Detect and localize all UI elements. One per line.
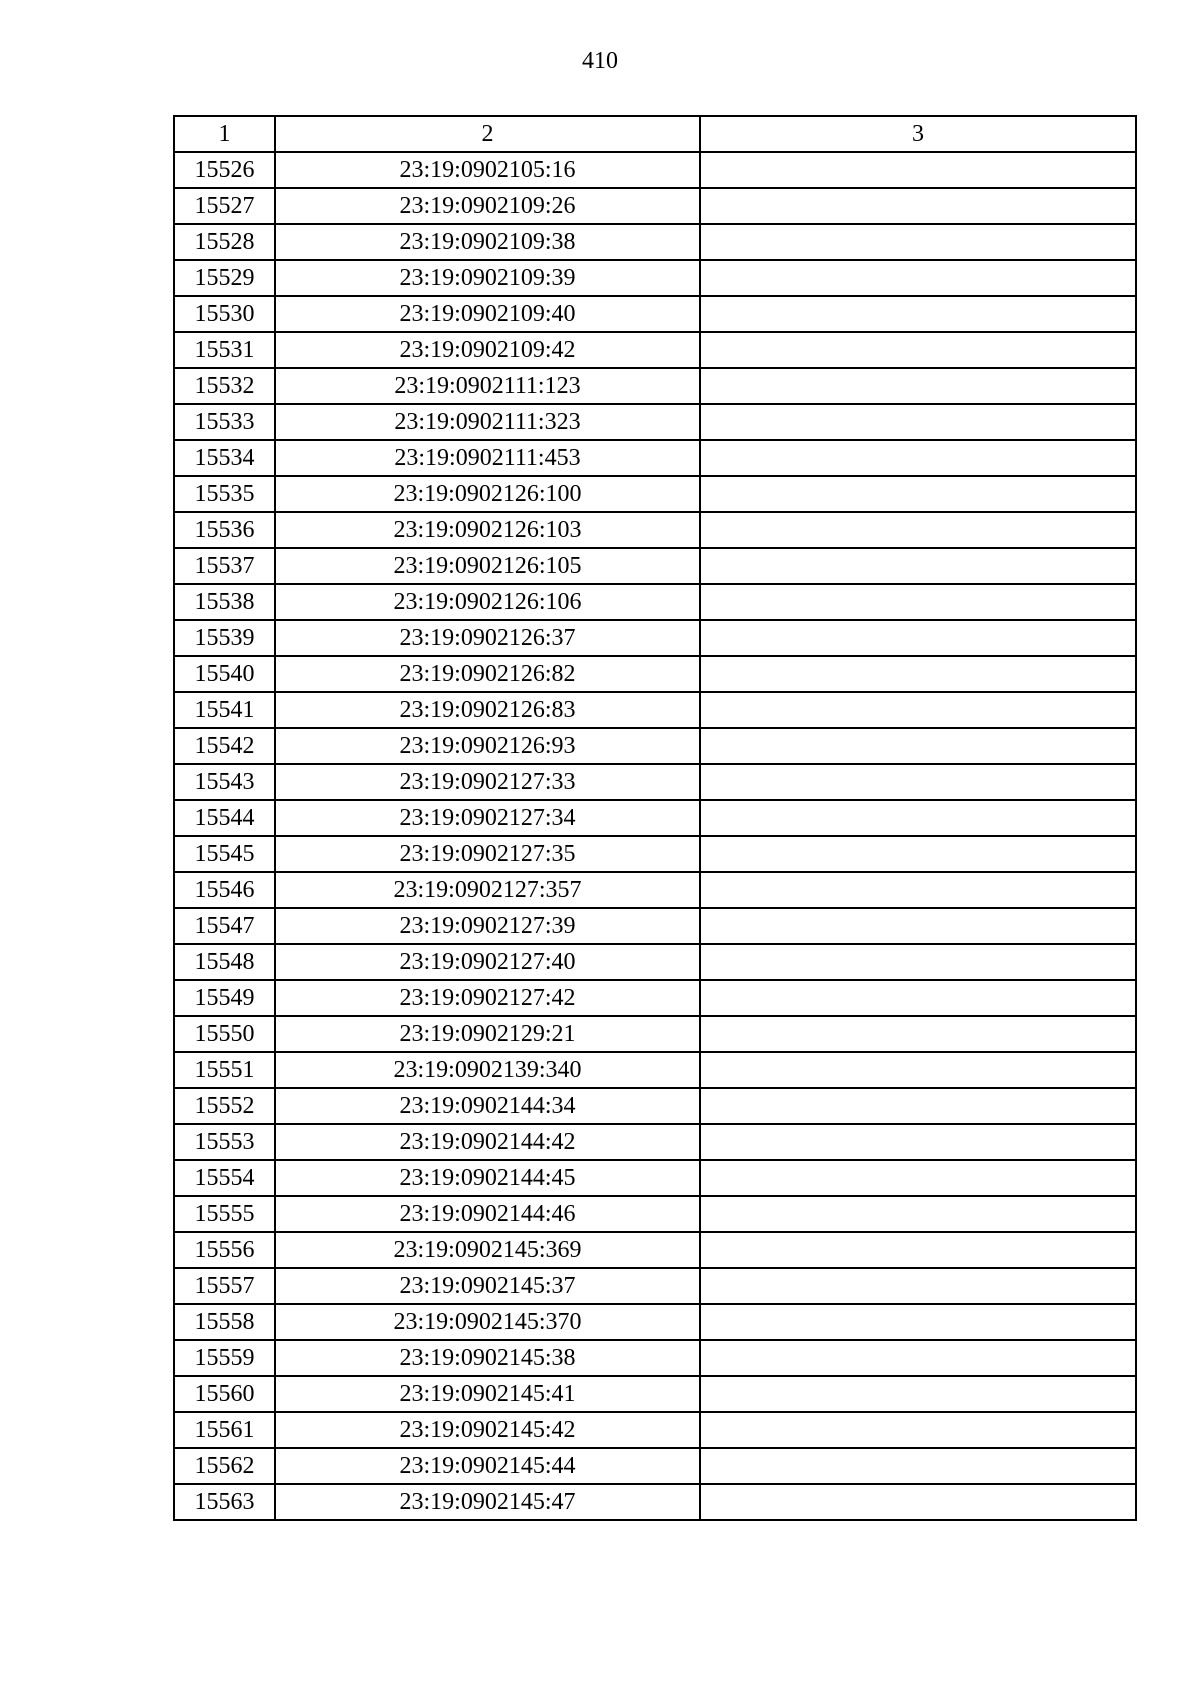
- note-cell: [700, 296, 1136, 332]
- table-row: [174, 440, 1136, 476]
- cadastral-number-cell: 23:19:0902111:453: [275, 440, 700, 476]
- note-cell: [700, 404, 1136, 440]
- row-number-cell: 15558: [174, 1304, 275, 1340]
- cadastral-number-cell: 23:19:0902126:105: [275, 548, 700, 584]
- table-row: [174, 764, 1136, 800]
- note-cell: [700, 1340, 1136, 1376]
- table-row: [174, 296, 1136, 332]
- table-row: [174, 152, 1136, 188]
- cadastral-number-cell: 23:19:0902109:39: [275, 260, 700, 296]
- row-number-cell: 15536: [174, 512, 275, 548]
- table-row: [174, 1052, 1136, 1088]
- cadastral-number-cell: 23:19:0902109:42: [275, 332, 700, 368]
- table-row: [174, 512, 1136, 548]
- row-number-cell: 15541: [174, 692, 275, 728]
- note-cell: [700, 764, 1136, 800]
- note-cell: [700, 908, 1136, 944]
- table-row: [174, 1448, 1136, 1484]
- note-cell: [700, 944, 1136, 980]
- table-row: [174, 1160, 1136, 1196]
- cadastral-number-cell: 23:19:0902145:370: [275, 1304, 700, 1340]
- note-cell: [700, 260, 1136, 296]
- row-number-cell: 15544: [174, 800, 275, 836]
- note-cell: [700, 872, 1136, 908]
- row-number-cell: 15539: [174, 620, 275, 656]
- row-number-cell: 15553: [174, 1124, 275, 1160]
- cadastral-number-cell: 23:19:0902145:37: [275, 1268, 700, 1304]
- table-row: [174, 944, 1136, 980]
- cadastral-number-cell: 23:19:0902139:340: [275, 1052, 700, 1088]
- table-row: [174, 980, 1136, 1016]
- note-cell: [700, 440, 1136, 476]
- cadastral-number-cell: 23:19:0902111:323: [275, 404, 700, 440]
- note-cell: [700, 188, 1136, 224]
- note-cell: [700, 836, 1136, 872]
- row-number-cell: 15563: [174, 1484, 275, 1520]
- note-cell: [700, 476, 1136, 512]
- note-cell: [700, 1232, 1136, 1268]
- table-row: [174, 584, 1136, 620]
- cadastral-number-cell: 23:19:0902126:37: [275, 620, 700, 656]
- cadastral-number-cell: 23:19:0902127:39: [275, 908, 700, 944]
- note-cell: [700, 512, 1136, 548]
- note-cell: [700, 152, 1136, 188]
- note-cell: [700, 1484, 1136, 1520]
- table-row: [174, 872, 1136, 908]
- table-row: [174, 620, 1136, 656]
- table-row: [174, 908, 1136, 944]
- table-row: [174, 476, 1136, 512]
- cadastral-number-cell: 23:19:0902145:42: [275, 1412, 700, 1448]
- cadastral-number-cell: 23:19:0902126:103: [275, 512, 700, 548]
- table-row: [174, 836, 1136, 872]
- cadastral-number-cell: 23:19:0902126:93: [275, 728, 700, 764]
- cadastral-number-cell: 23:19:0902144:34: [275, 1088, 700, 1124]
- table-row: [174, 1196, 1136, 1232]
- page-number: 410: [582, 48, 618, 74]
- note-cell: [700, 1304, 1136, 1340]
- table-row: [174, 728, 1136, 764]
- table-row: [174, 800, 1136, 836]
- row-number-cell: 15562: [174, 1448, 275, 1484]
- cadastral-number-cell: 23:19:0902126:82: [275, 656, 700, 692]
- row-number-cell: 15548: [174, 944, 275, 980]
- note-cell: [700, 1448, 1136, 1484]
- note-cell: [700, 728, 1136, 764]
- note-cell: [700, 584, 1136, 620]
- note-cell: [700, 1412, 1136, 1448]
- column-header-3: 3: [700, 116, 1136, 152]
- cadastral-number-cell: 23:19:0902145:47: [275, 1484, 700, 1520]
- table-row: [174, 404, 1136, 440]
- cadastral-number-cell: 23:19:0902127:33: [275, 764, 700, 800]
- row-number-cell: 15555: [174, 1196, 275, 1232]
- row-number-cell: 15537: [174, 548, 275, 584]
- cadastral-number-cell: 23:19:0902109:40: [275, 296, 700, 332]
- note-cell: [700, 620, 1136, 656]
- cadastral-number-cell: 23:19:0902105:16: [275, 152, 700, 188]
- row-number-cell: 15549: [174, 980, 275, 1016]
- note-cell: [700, 332, 1136, 368]
- row-number-cell: 15552: [174, 1088, 275, 1124]
- table-row: [174, 1088, 1136, 1124]
- row-number-cell: 15542: [174, 728, 275, 764]
- row-number-cell: 15529: [174, 260, 275, 296]
- table-row: [174, 548, 1136, 584]
- cadastral-number-cell: 23:19:0902111:123: [275, 368, 700, 404]
- row-number-cell: 15559: [174, 1340, 275, 1376]
- row-number-cell: 15528: [174, 224, 275, 260]
- cadastral-number-cell: 23:19:0902144:46: [275, 1196, 700, 1232]
- cadastral-number-cell: 23:19:0902144:45: [275, 1160, 700, 1196]
- note-cell: [700, 368, 1136, 404]
- cadastral-number-cell: 23:19:0902127:42: [275, 980, 700, 1016]
- row-number-cell: 15526: [174, 152, 275, 188]
- cadastral-number-cell: 23:19:0902129:21: [275, 1016, 700, 1052]
- table-row: [174, 1376, 1136, 1412]
- table-row: [174, 692, 1136, 728]
- row-number-cell: 15547: [174, 908, 275, 944]
- note-cell: [700, 656, 1136, 692]
- row-number-cell: 15556: [174, 1232, 275, 1268]
- note-cell: [700, 1016, 1136, 1052]
- row-number-cell: 15530: [174, 296, 275, 332]
- note-cell: [700, 224, 1136, 260]
- note-cell: [700, 1160, 1136, 1196]
- registry-table: [173, 115, 1137, 1521]
- table-header-row: [174, 116, 1136, 152]
- note-cell: [700, 1268, 1136, 1304]
- cadastral-number-cell: 23:19:0902145:369: [275, 1232, 700, 1268]
- row-number-cell: 15554: [174, 1160, 275, 1196]
- table-row: [174, 1412, 1136, 1448]
- row-number-cell: 15533: [174, 404, 275, 440]
- cadastral-number-cell: 23:19:0902127:35: [275, 836, 700, 872]
- table-row: [174, 1268, 1136, 1304]
- note-cell: [700, 1124, 1136, 1160]
- table-row: [174, 656, 1136, 692]
- cadastral-number-cell: 23:19:0902144:42: [275, 1124, 700, 1160]
- note-cell: [700, 1196, 1136, 1232]
- table-row: [174, 1304, 1136, 1340]
- column-header-2: 2: [275, 116, 700, 152]
- note-cell: [700, 1376, 1136, 1412]
- cadastral-number-cell: 23:19:0902145:44: [275, 1448, 700, 1484]
- cadastral-number-cell: 23:19:0902109:26: [275, 188, 700, 224]
- row-number-cell: 15531: [174, 332, 275, 368]
- column-header-1: 1: [174, 116, 275, 152]
- row-number-cell: 15543: [174, 764, 275, 800]
- note-cell: [700, 980, 1136, 1016]
- row-number-cell: 15534: [174, 440, 275, 476]
- table-row: [174, 1124, 1136, 1160]
- row-number-cell: 15532: [174, 368, 275, 404]
- cadastral-number-cell: 23:19:0902109:38: [275, 224, 700, 260]
- table-row: [174, 224, 1136, 260]
- note-cell: [700, 692, 1136, 728]
- note-cell: [700, 548, 1136, 584]
- row-number-cell: 15557: [174, 1268, 275, 1304]
- note-cell: [700, 800, 1136, 836]
- row-number-cell: 15535: [174, 476, 275, 512]
- cadastral-number-cell: 23:19:0902127:34: [275, 800, 700, 836]
- cadastral-number-cell: 23:19:0902145:41: [275, 1376, 700, 1412]
- table-row: [174, 332, 1136, 368]
- cadastral-number-cell: 23:19:0902127:40: [275, 944, 700, 980]
- cadastral-number-cell: 23:19:0902126:100: [275, 476, 700, 512]
- row-number-cell: 15545: [174, 836, 275, 872]
- cadastral-number-cell: 23:19:0902126:83: [275, 692, 700, 728]
- table-row: [174, 260, 1136, 296]
- table-row: [174, 368, 1136, 404]
- table-row: [174, 1016, 1136, 1052]
- row-number-cell: 15527: [174, 188, 275, 224]
- cadastral-number-cell: 23:19:0902126:106: [275, 584, 700, 620]
- row-number-cell: 15551: [174, 1052, 275, 1088]
- row-number-cell: 15550: [174, 1016, 275, 1052]
- table-row: [174, 1232, 1136, 1268]
- table-row: [174, 1484, 1136, 1520]
- cadastral-number-cell: 23:19:0902127:357: [275, 872, 700, 908]
- table-row: [174, 188, 1136, 224]
- cadastral-number-cell: 23:19:0902145:38: [275, 1340, 700, 1376]
- table-row: [174, 1340, 1136, 1376]
- note-cell: [700, 1052, 1136, 1088]
- row-number-cell: 15546: [174, 872, 275, 908]
- table-body: [174, 152, 1136, 1520]
- row-number-cell: 15561: [174, 1412, 275, 1448]
- row-number-cell: 15538: [174, 584, 275, 620]
- row-number-cell: 15560: [174, 1376, 275, 1412]
- note-cell: [700, 1088, 1136, 1124]
- row-number-cell: 15540: [174, 656, 275, 692]
